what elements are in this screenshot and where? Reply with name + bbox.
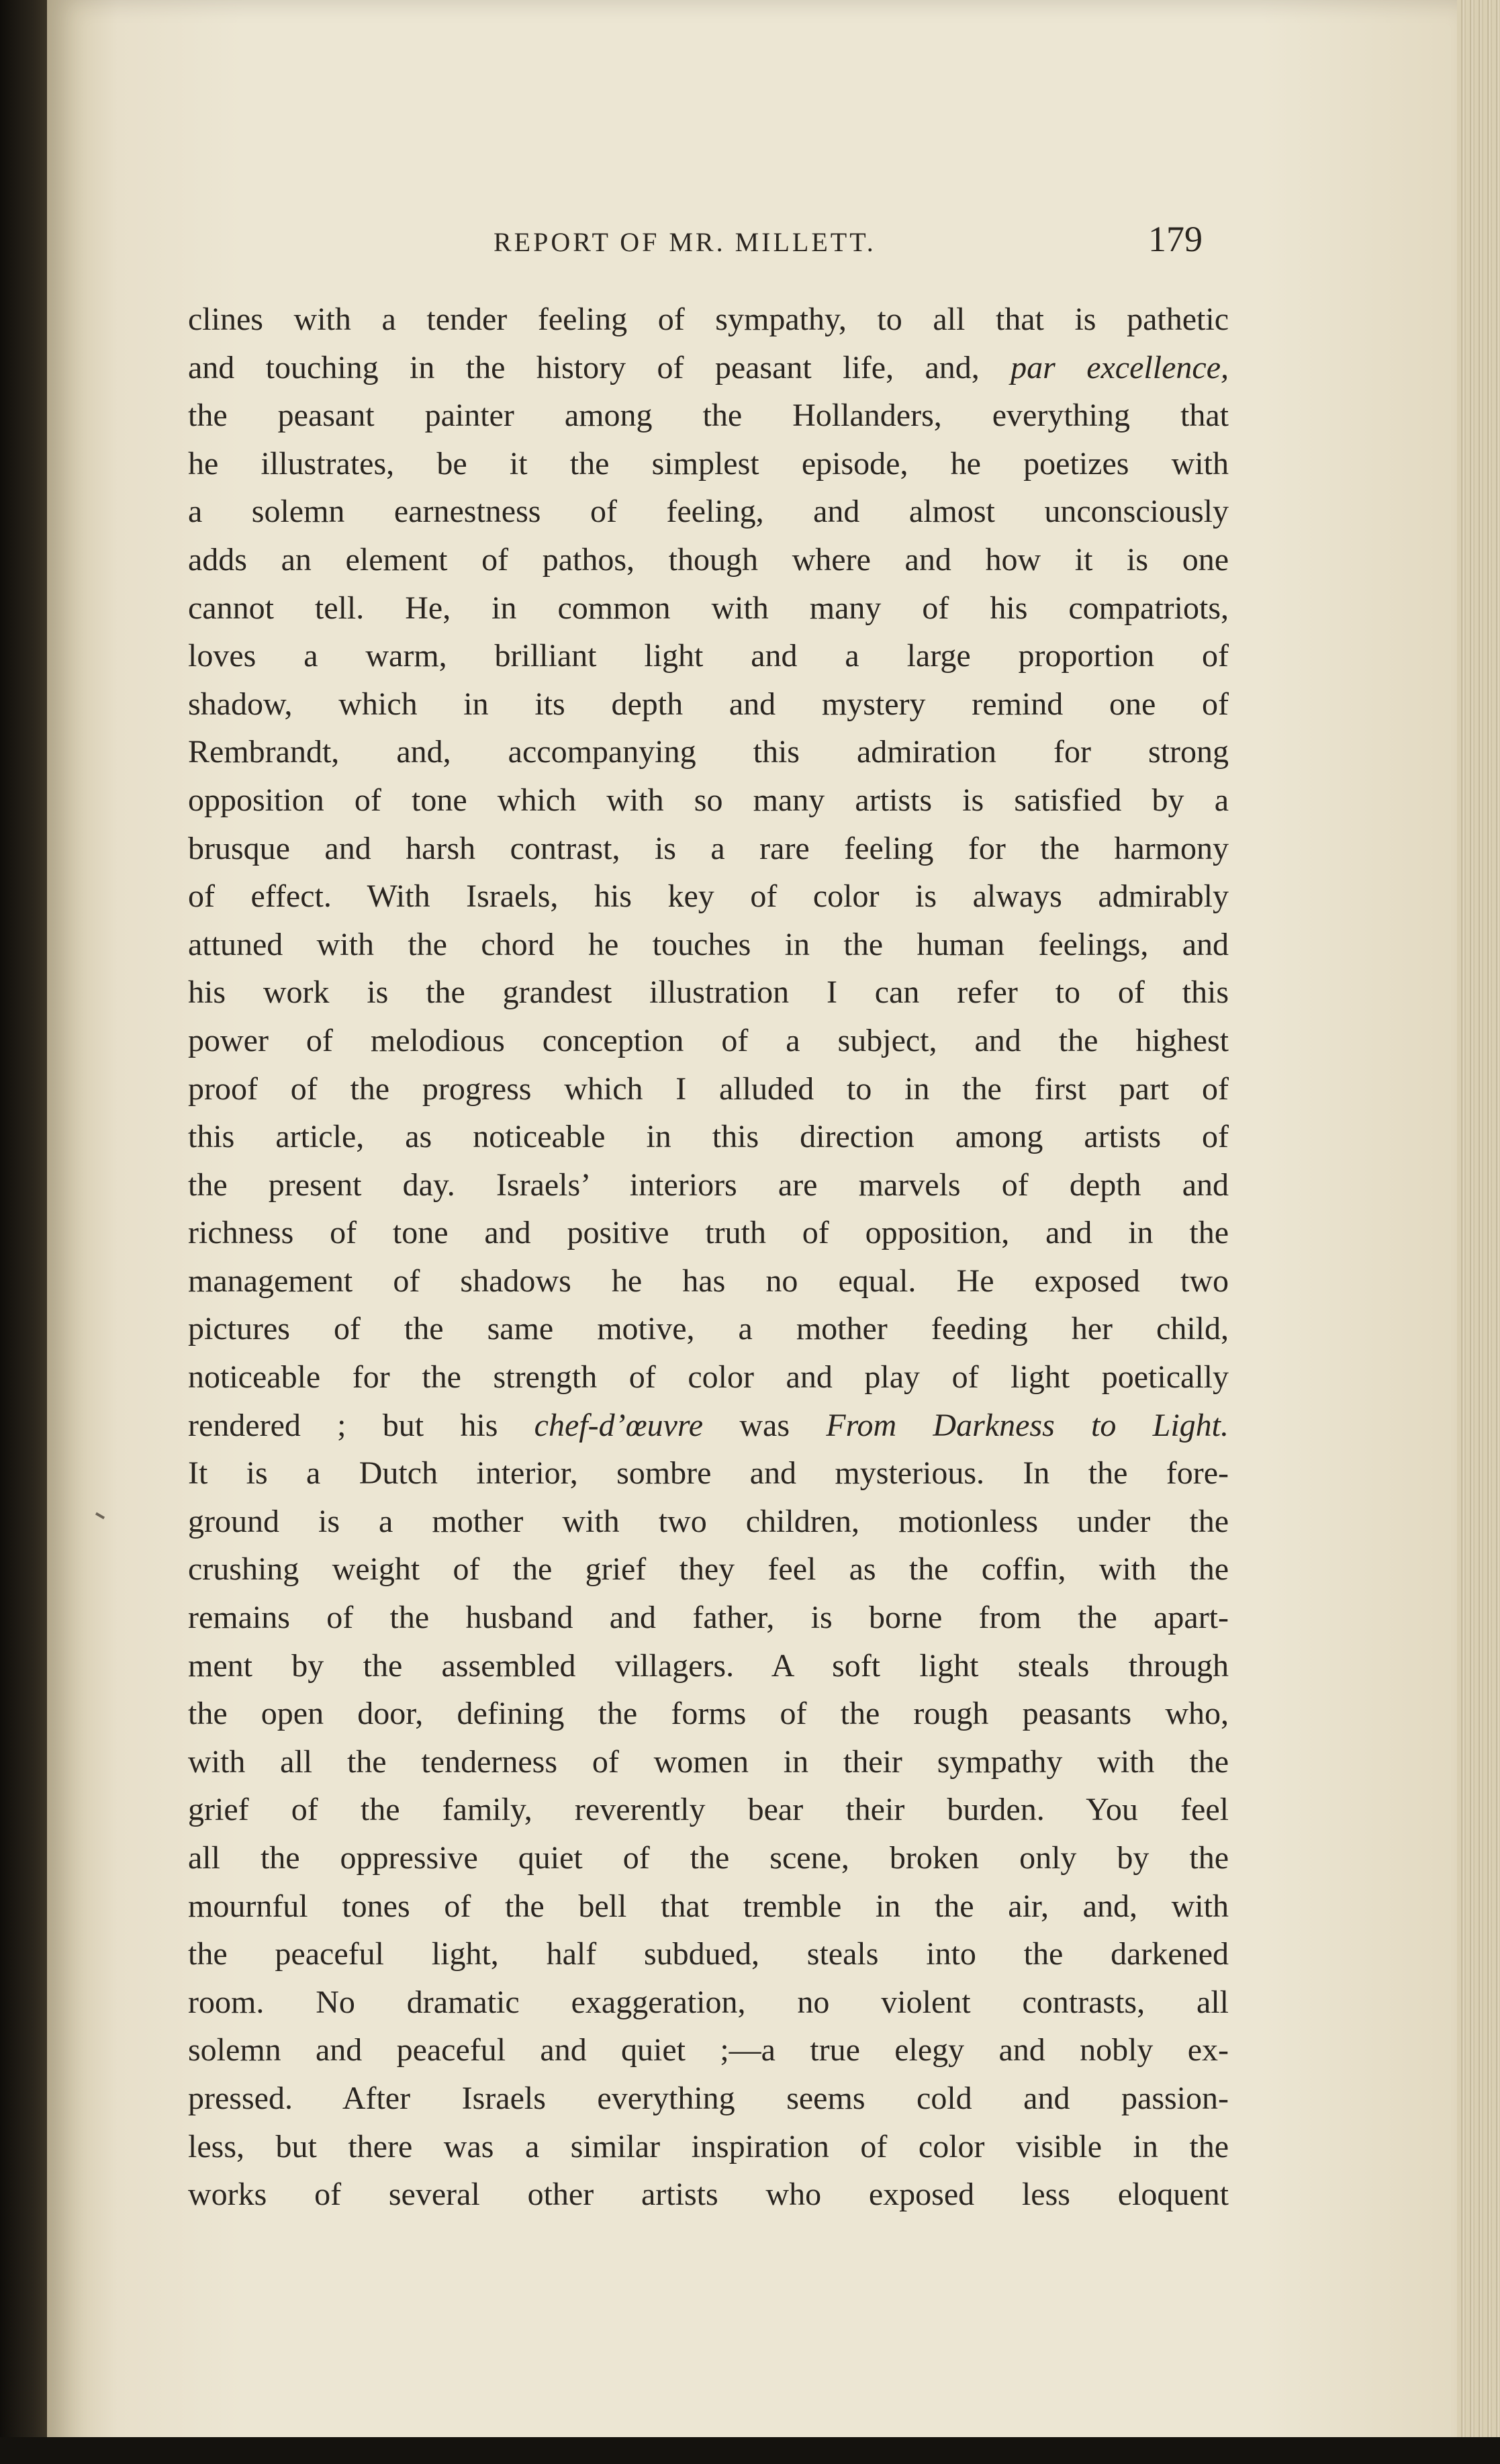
- text-line-part: and touching in the history of peasant life, and,: [188, 349, 1011, 385]
- text-line: the peasant painter among the Hollanders, everything that: [188, 398, 1229, 434]
- body-text: [188, 295, 1229, 2219]
- text-line: proof of the progress which I alluded to in the first part of: [188, 1070, 1229, 1107]
- text-line: loves a warm, brilliant light and a large proportion of: [188, 638, 1229, 674]
- text-line: a solemn earnestness of feeling, and almost unconsciously: [188, 494, 1229, 530]
- text-line: all the oppressive quiet of the scene, broken only by the: [188, 1840, 1229, 1876]
- text-line: opposition of tone which with so many artists is satisfied by a: [188, 782, 1229, 818]
- text-line: the peaceful light, half subdued, steals into the darkened: [188, 1936, 1229, 1972]
- text-line: he illustrates, be it the simplest episode, he poetizes with: [188, 445, 1229, 482]
- text-line: the present day. Israels’ interiors are marvels of depth and: [188, 1167, 1229, 1203]
- text-line: [188, 1402, 1229, 1450]
- text-line: cannot tell. He, in common with many of his compatriots,: [188, 590, 1229, 626]
- text-line: this article, as noticeable in this direction among artists of: [188, 1119, 1229, 1155]
- text-line: ment by the assembled villagers. A soft light steals through: [188, 1647, 1229, 1684]
- text-line: [188, 344, 1229, 392]
- text-line: clines with a tender feeling of sympathy, to all that is pathetic: [188, 302, 1229, 337]
- page-edges: [1457, 0, 1500, 2464]
- text-line: shadow, which in its depth and mystery remind one of: [188, 686, 1229, 722]
- text-line: room. No dramatic exaggeration, no violent contrasts, all: [188, 1984, 1229, 2020]
- italic-phrase: par excellence,: [1011, 349, 1229, 385]
- text-line: pressed. After Israels everything seems cold and passion-: [188, 2080, 1229, 2116]
- text-line: remains of the husband and father, is borne from the apart-: [188, 1600, 1229, 1636]
- page-header: [0, 218, 1500, 265]
- text-line: brusque and harsh contrast, is a rare feeling for the harmony: [188, 830, 1229, 866]
- text-line: pictures of the same motive, a mother feeding her child,: [188, 1311, 1229, 1347]
- text-line: power of melodious conception of a subject, and the highest: [188, 1022, 1229, 1058]
- text-line: It is a Dutch interior, sombre and mysterious. In the fore-: [188, 1455, 1229, 1492]
- text-line-part: was: [703, 1407, 827, 1443]
- text-line: noticeable for the strength of color and play of light poetically: [188, 1359, 1229, 1396]
- text-line: grief of the family, reverently bear their burden. You feel: [188, 1792, 1229, 1828]
- text-line: with all the tenderness of women in their sympathy with the: [188, 1743, 1229, 1780]
- text-line: management of shadows he has no equal. He exposed two: [188, 1263, 1229, 1299]
- text-line: crushing weight of the grief they feel as the coffin, with the: [188, 1551, 1229, 1588]
- text-line: adds an element of pathos, though where and how it is one: [188, 541, 1229, 578]
- scan-bottom-edge: [0, 2437, 1500, 2464]
- text-line: attuned with the chord he touches in the human feelings, and: [188, 926, 1229, 962]
- page-number: 179: [1148, 219, 1203, 259]
- text-line: of effect. With Israels, his key of color is always admirably: [188, 878, 1229, 915]
- text-line-part: rendered ; but his: [188, 1407, 534, 1443]
- italic-phrase: chef-d’œuvre: [534, 1407, 704, 1443]
- text-line: Rembrandt, and, accompanying this admiration for strong: [188, 734, 1229, 770]
- text-line: richness of tone and positive truth of opposition, and in the: [188, 1215, 1229, 1251]
- running-head: REPORT OF MR. MILLETT.: [494, 227, 876, 257]
- text-line: works of several other artists who exposed less eloquent: [188, 2177, 1229, 2213]
- text-line: mournful tones of the bell that tremble in the air, and, with: [188, 1888, 1229, 1924]
- text-line: ground is a mother with two children, motionless under the: [188, 1503, 1229, 1539]
- text-line: the open door, defining the forms of the rough peasants who,: [188, 1696, 1229, 1732]
- artwork-title: From Darkness to Light.: [826, 1407, 1229, 1443]
- text-line: less, but there was a similar inspiration of color visible in the: [188, 2128, 1229, 2164]
- text-line: solemn and peaceful and quiet ;—a true elegy and nobly ex-: [188, 2032, 1229, 2068]
- text-line: his work is the grandest illustration I can refer to of this: [188, 974, 1229, 1011]
